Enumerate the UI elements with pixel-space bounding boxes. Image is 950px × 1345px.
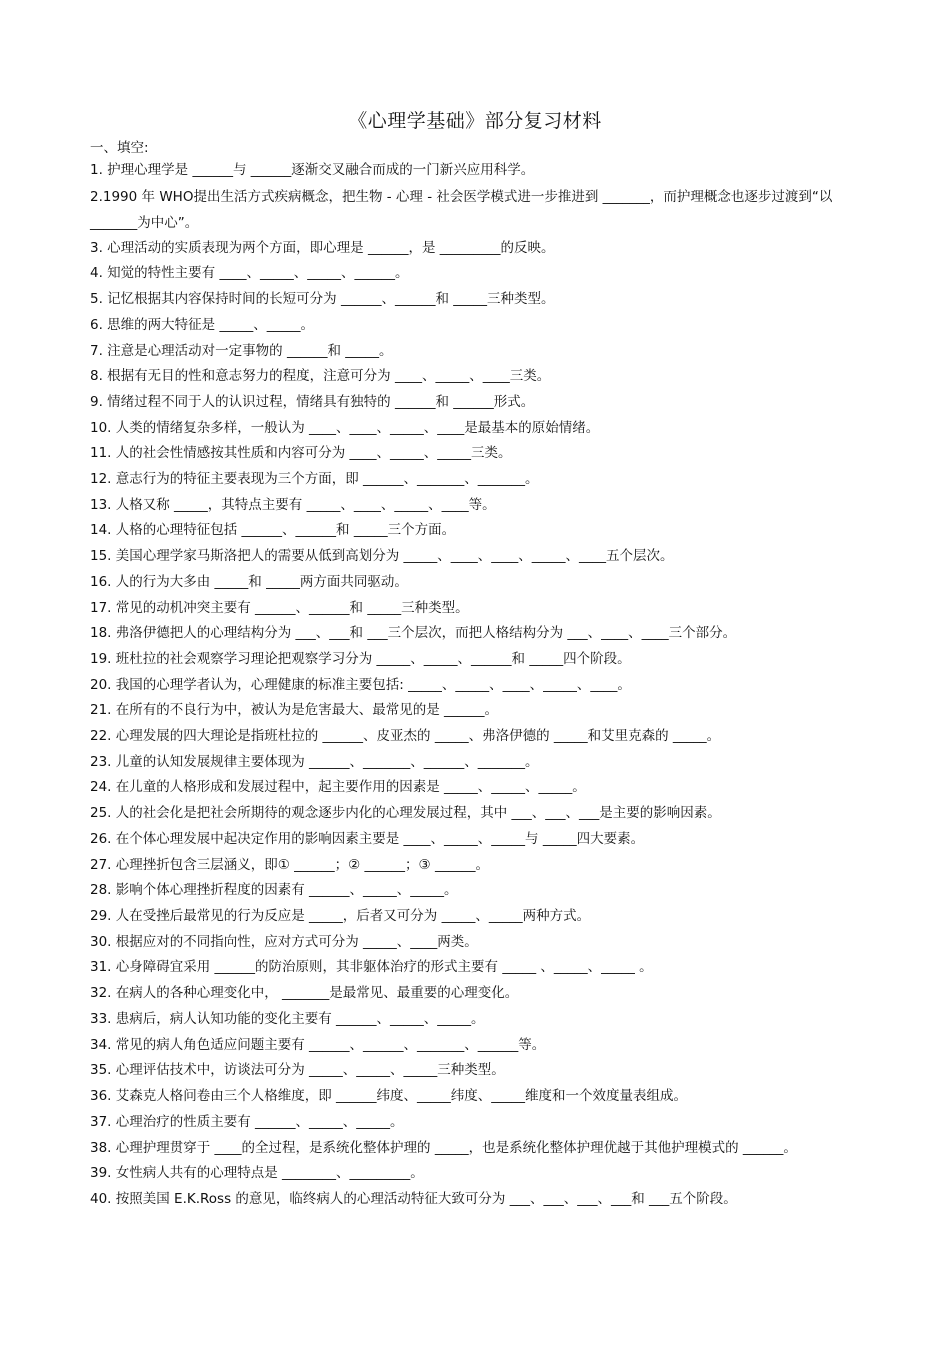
question-item: 28. 影响个体心理挫折程度的因素有 ______、_____、_____。: [90, 882, 458, 899]
question-item: 24. 在儿童的人格形成和发展过程中，起主要作用的因素是 _____、_____、_____。: [90, 779, 586, 796]
question-item: 38. 心理护理贯穿于 ____的全过程，是系统化整体护理的 _____，也是系统化整体护理优越于其他护理模式的 ______。: [90, 1140, 797, 1157]
question-item: 22. 心理发展的四大理论是指班杜拉的 ______、皮亚杰的 _____、弗洛伊德的 _____和艾里克森的 _____。: [90, 728, 721, 745]
question-item: 6. 思维的两大特征是 _____、_____。: [90, 316, 314, 333]
question-item: 4. 知觉的特性主要有 ____、_____、_____、______。: [90, 265, 409, 282]
question-item: 36. 艾森克人格问卷由三个人格维度，即 ______纬度、_____纬度、_____维度和一个效度量表组成。: [90, 1087, 688, 1104]
question-item: 3. 心理活动的实质表现为两个方面，即心理是 ______，是 _________的反映。: [90, 239, 555, 256]
question-item: 31. 心身障碍宜采用 ______的防治原则，其非躯体治疗的形式主要有 _____ 、_____、_____ 。: [90, 959, 653, 976]
question-item: 33. 患病后，病人认知功能的变化主要有 ______、_____、_____。: [90, 1010, 485, 1027]
question-item: 34. 常见的病人角色适应问题主要有 ______、______、_______、______等。: [90, 1036, 546, 1053]
question-item: 29. 人在受挫后最常见的行为反应是 _____，后者又可分为 _____、_____两种方式。: [90, 907, 591, 924]
question-item: 19. 班杜拉的社会观察学习理论把观察学习分为 _____、_____、______和 _____四个阶段。: [90, 650, 631, 667]
question-item: 11. 人的社会性情感按其性质和内容可分为 ____、_____、_____三类。: [90, 445, 512, 462]
question-item: 9. 情绪过程不同于人的认识过程，情绪具有独特的 ______和 ______形式。: [90, 393, 535, 410]
question-item: 21. 在所有的不良行为中，被认为是危害最大、最常见的是 ______。: [90, 702, 499, 719]
question-item: 10. 人类的情绪复杂多样，一般认为 ____、____、_____、____是最基本的原始情绪。: [90, 419, 600, 436]
question-item: 15. 美国心理学家马斯洛把人的需要从低到高划分为 _____、____、____、_____、____五个层次。: [90, 548, 674, 565]
question-item: 23. 儿童的认知发展规律主要体现为 ______、_______、______、_______。: [90, 753, 539, 770]
page-title: 《心理学基础》部分复习材料: [348, 110, 602, 132]
question-item: 7. 注意是心理活动对一定事物的 ______和 _____。: [90, 342, 393, 359]
question-item: 2.1990 年 WHO提出生活方式疾病概念，把生物 - 心理 - 社会医学模式进一步推进到 _______，而护理概念也逐步过渡到“以 _______为中心”。: [90, 188, 833, 231]
question-item: 8. 根据有无目的性和意志努力的程度，注意可分为 ____、_____、____三类。: [90, 368, 551, 385]
question-item: 17. 常见的动机冲突主要有 ______、______和 _____三种类型。: [90, 599, 469, 616]
question-item: 5. 记忆根据其内容保持时间的长短可分为 ______、______和 _____三种类型。: [90, 291, 555, 308]
question-item: 39. 女性病人共有的心理特点是 ________、_________。: [90, 1165, 424, 1182]
question-item: 16. 人的行为大多由 _____和 _____两方面共同驱动。: [90, 573, 408, 590]
question-item: 1. 护理心理学是 ______与 ______逐渐交叉融合而成的一门新兴应用科学。: [90, 162, 535, 178]
question-item: 40. 按照美国 E.K.Ross 的意见，临终病人的心理活动特征大致可分为 ___、___、___、___和 ___五个阶段。: [90, 1191, 737, 1208]
question-item: 27. 心理挫折包含三层涵义，即① ______；② ______；③ ______。: [90, 856, 489, 873]
question-item: 35. 心理评估技术中，访谈法可分为 _____、_____、_____三种类型。: [90, 1062, 505, 1079]
question-item: 14. 人格的心理特征包括 ______、______和 _____三个方面。: [90, 522, 456, 539]
question-list: [90, 158, 870, 1213]
section-heading: 一、填空:: [90, 140, 149, 156]
question-item: 32. 在病人的各种心理变化中， _______是最常见、最重要的心理变化。: [90, 985, 519, 1002]
question-item: 18. 弗洛伊德把人的心理结构分为 ___、___和 ___三个层次，而把人格结构分为 ___、____、____三个部分。: [90, 625, 737, 642]
question-item: 20. 我国的心理学者认为，心理健康的标准主要包括: _____、_____、____、_____、____。: [90, 676, 631, 693]
question-item: 30. 根据应对的不同指向性，应对方式可分为 _____、____两类。: [90, 933, 478, 950]
question-item: 13. 人格又称 _____，其特点主要有 _____、____、_____、____等。: [90, 496, 496, 513]
question-item: 37. 心理治疗的性质主要有 ______、_____、_____。: [90, 1113, 404, 1130]
question-item: 26. 在个体心理发展中起决定作用的影响因素主要是 ____、_____、_____与 _____四大要素。: [90, 830, 645, 847]
question-item: 25. 人的社会化是把社会所期待的观念逐步内化的心理发展过程，其中 ___、___、___是主要的影响因素。: [90, 805, 721, 822]
question-item: 12. 意志行为的特征主要表现为三个方面，即 ______、_______、_______。: [90, 471, 539, 488]
